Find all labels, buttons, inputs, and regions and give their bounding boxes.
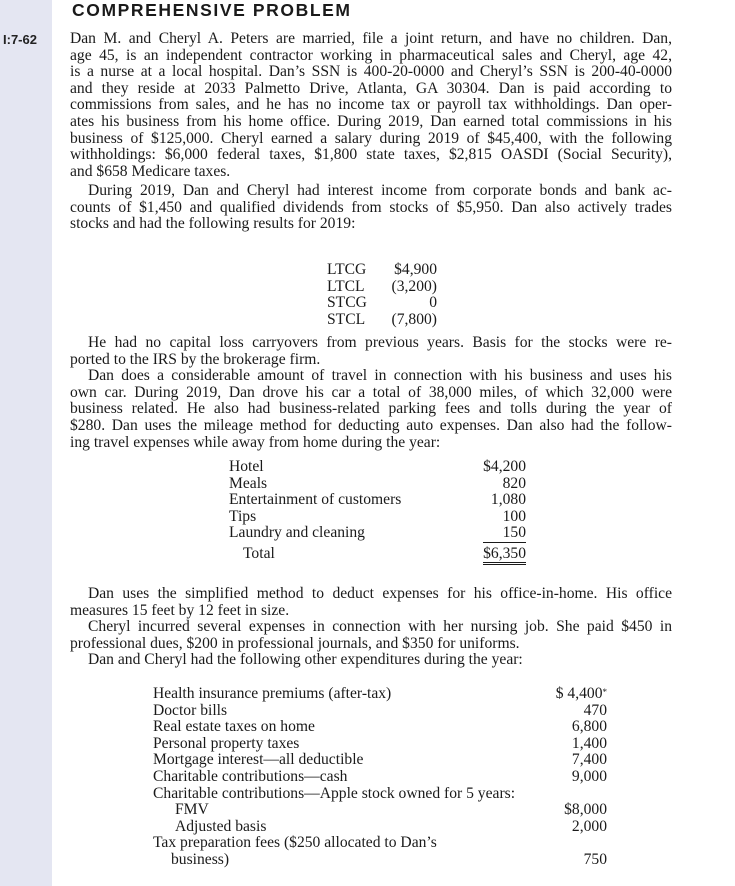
row-value: 470 — [583, 701, 607, 719]
table-row — [327, 279, 437, 296]
text-line: measures 15 feet by 12 feet in size. — [70, 601, 290, 619]
text-line: stocks and had the following results for 2019: — [70, 215, 356, 233]
other-expenditures-table — [153, 686, 607, 869]
text-line: and they reside at 2033 Palmetto Drive, Atlanta, GA 30304. Dan is paid according to — [70, 79, 672, 97]
row-value: 750 — [583, 850, 607, 868]
row-label: STCL — [327, 310, 366, 328]
text-line: is a nurse at a local hospital. Dan’s SSN is 400-20-0000 and Cheryl’s SSN is 200-40-0000 — [70, 63, 672, 81]
row-value: $4,200 — [483, 458, 526, 475]
text-line: ported to the IRS by the brokerage firm. — [70, 350, 321, 368]
text-line: Dan does a considerable amount of travel in connection with his business and uses his — [88, 367, 672, 385]
health-amount: $ 4,400 — [555, 685, 603, 702]
paragraph-office-and-other — [70, 586, 672, 669]
table-row — [153, 769, 607, 786]
row-value: 820 — [502, 474, 526, 492]
row-label: Meals — [229, 474, 268, 492]
row-value: 7,400 — [571, 751, 607, 769]
row-label: Tips — [229, 507, 257, 525]
row-label: Health insurance premiums (after-tax) — [153, 685, 392, 702]
row-value: 2,000 — [571, 817, 607, 835]
capital-gains-table — [327, 262, 437, 328]
row-label: Real estate taxes on home — [153, 718, 315, 736]
total-amount: $6,350 — [483, 542, 526, 565]
text-line: Cheryl incurred several expenses in connection with her nursing job. She paid $450 in — [88, 618, 672, 636]
text-line: business of $125,000. Cheryl earned a salary during 2019 of $45,400, with the following — [70, 129, 672, 147]
table-row — [229, 525, 526, 542]
row-label: Mortgage interest—all deductible — [153, 751, 364, 769]
margin-sidebar — [0, 0, 52, 886]
table-row — [153, 802, 607, 819]
table-row — [153, 686, 607, 703]
text-line: Dan uses the simplified method to deduct expenses for his office-in-home. His office — [88, 585, 672, 602]
row-label: Hotel — [229, 458, 264, 475]
row-label: Laundry and cleaning — [229, 524, 365, 542]
table-row — [153, 786, 607, 803]
footnote-mark: * — [602, 687, 607, 697]
row-value: 1,400 — [571, 734, 607, 752]
row-value: 0 — [429, 294, 437, 312]
table-row — [153, 752, 607, 769]
travel-expenses-table — [229, 459, 526, 563]
text-line: Dan and Cheryl had the following other expenditures during the year: — [88, 651, 523, 669]
row-label: Adjusted basis — [175, 817, 267, 835]
table-row — [153, 736, 607, 753]
row-value: (3,200) — [391, 277, 437, 295]
row-label: LTCG — [327, 261, 367, 278]
table-row — [153, 835, 607, 852]
text-line: $280. Dan uses the mileage method for deducting auto expenses. Dan also had the follow- — [70, 416, 672, 434]
row-label: Doctor bills — [153, 701, 228, 719]
text-line: withholdings: $6,000 federal taxes, $1,800 state taxes, $2,815 OASDI (Social Security), — [70, 146, 672, 164]
total-row — [229, 542, 526, 563]
table-row — [327, 262, 437, 279]
row-label: Personal property taxes — [153, 734, 300, 752]
row-label: STCG — [327, 294, 367, 312]
row-value: 9,000 — [571, 767, 607, 785]
total-label: Total — [243, 544, 275, 562]
row-value: 1,080 — [490, 491, 526, 509]
table-row — [153, 719, 607, 736]
text-line: Dan M. and Cheryl A. Peters are married, file a joint return, and have no children. Dan, — [70, 30, 672, 47]
row-value — [549, 686, 607, 703]
row-label: Tax preparation fees ($250 allocated to Dan’s — [153, 834, 437, 852]
row-label: Charitable contributions—Apple stock owned for 5 years: — [153, 784, 516, 802]
table-row — [153, 819, 607, 836]
table-row — [153, 852, 607, 869]
paragraph-intro — [70, 31, 672, 180]
text-line: age 45, is an independent contractor working in pharmaceutical sales and Cheryl, age 42, — [70, 46, 672, 64]
table-row — [229, 459, 526, 476]
text-line: He had no capital loss carryovers from previous years. Basis for the stocks were re- — [88, 334, 672, 351]
text-line: business related. He also had business-related parking fees and tolls during the year of — [70, 400, 672, 418]
row-value: $4,900 — [394, 261, 437, 278]
text-line: During 2019, Dan and Cheryl had interest income from corporate bonds and bank ac- — [88, 182, 672, 199]
text-line: professional dues, $200 in professional journals, and $350 for uniforms. — [70, 634, 520, 652]
table-row — [229, 509, 526, 526]
table-row — [229, 492, 526, 509]
table-row — [327, 312, 437, 329]
text-line: own car. During 2019, Dan drove his car a total of 38,000 miles, of which 32,000 were — [70, 383, 672, 401]
table-row — [153, 703, 607, 720]
row-value: 150 — [502, 524, 526, 542]
row-value: $8,000 — [564, 801, 607, 819]
text-line: and $658 Medicare taxes. — [70, 162, 231, 180]
section-heading: COMPREHENSIVE PROBLEM — [72, 0, 352, 20]
row-value: (7,800) — [391, 310, 437, 328]
problem-number: I:7-62 — [3, 32, 37, 47]
row-label: business) — [171, 850, 230, 868]
text-line: commissions from sales, and he has no income tax or payroll tax withholdings. Dan oper- — [70, 96, 672, 114]
text-line: ing travel expenses while away from home during the year: — [70, 433, 441, 451]
table-row — [229, 476, 526, 493]
text-line: counts of $1,450 and qualified dividends from stocks of $5,950. Dan also actively trades — [70, 198, 672, 216]
paragraph-investments — [70, 183, 672, 233]
total-value — [471, 542, 526, 563]
row-label: FMV — [175, 801, 209, 819]
row-value: 6,800 — [571, 718, 607, 736]
text-line: ates his business from his home office. During 2019, Dan earned total commissions in his — [70, 112, 672, 130]
row-label: LTCL — [327, 277, 365, 295]
table-row — [327, 295, 437, 312]
row-label: Charitable contributions—cash — [153, 767, 348, 785]
row-value: 100 — [502, 507, 526, 525]
paragraph-capital-loss — [70, 335, 672, 451]
row-label: Entertainment of customers — [229, 491, 402, 509]
